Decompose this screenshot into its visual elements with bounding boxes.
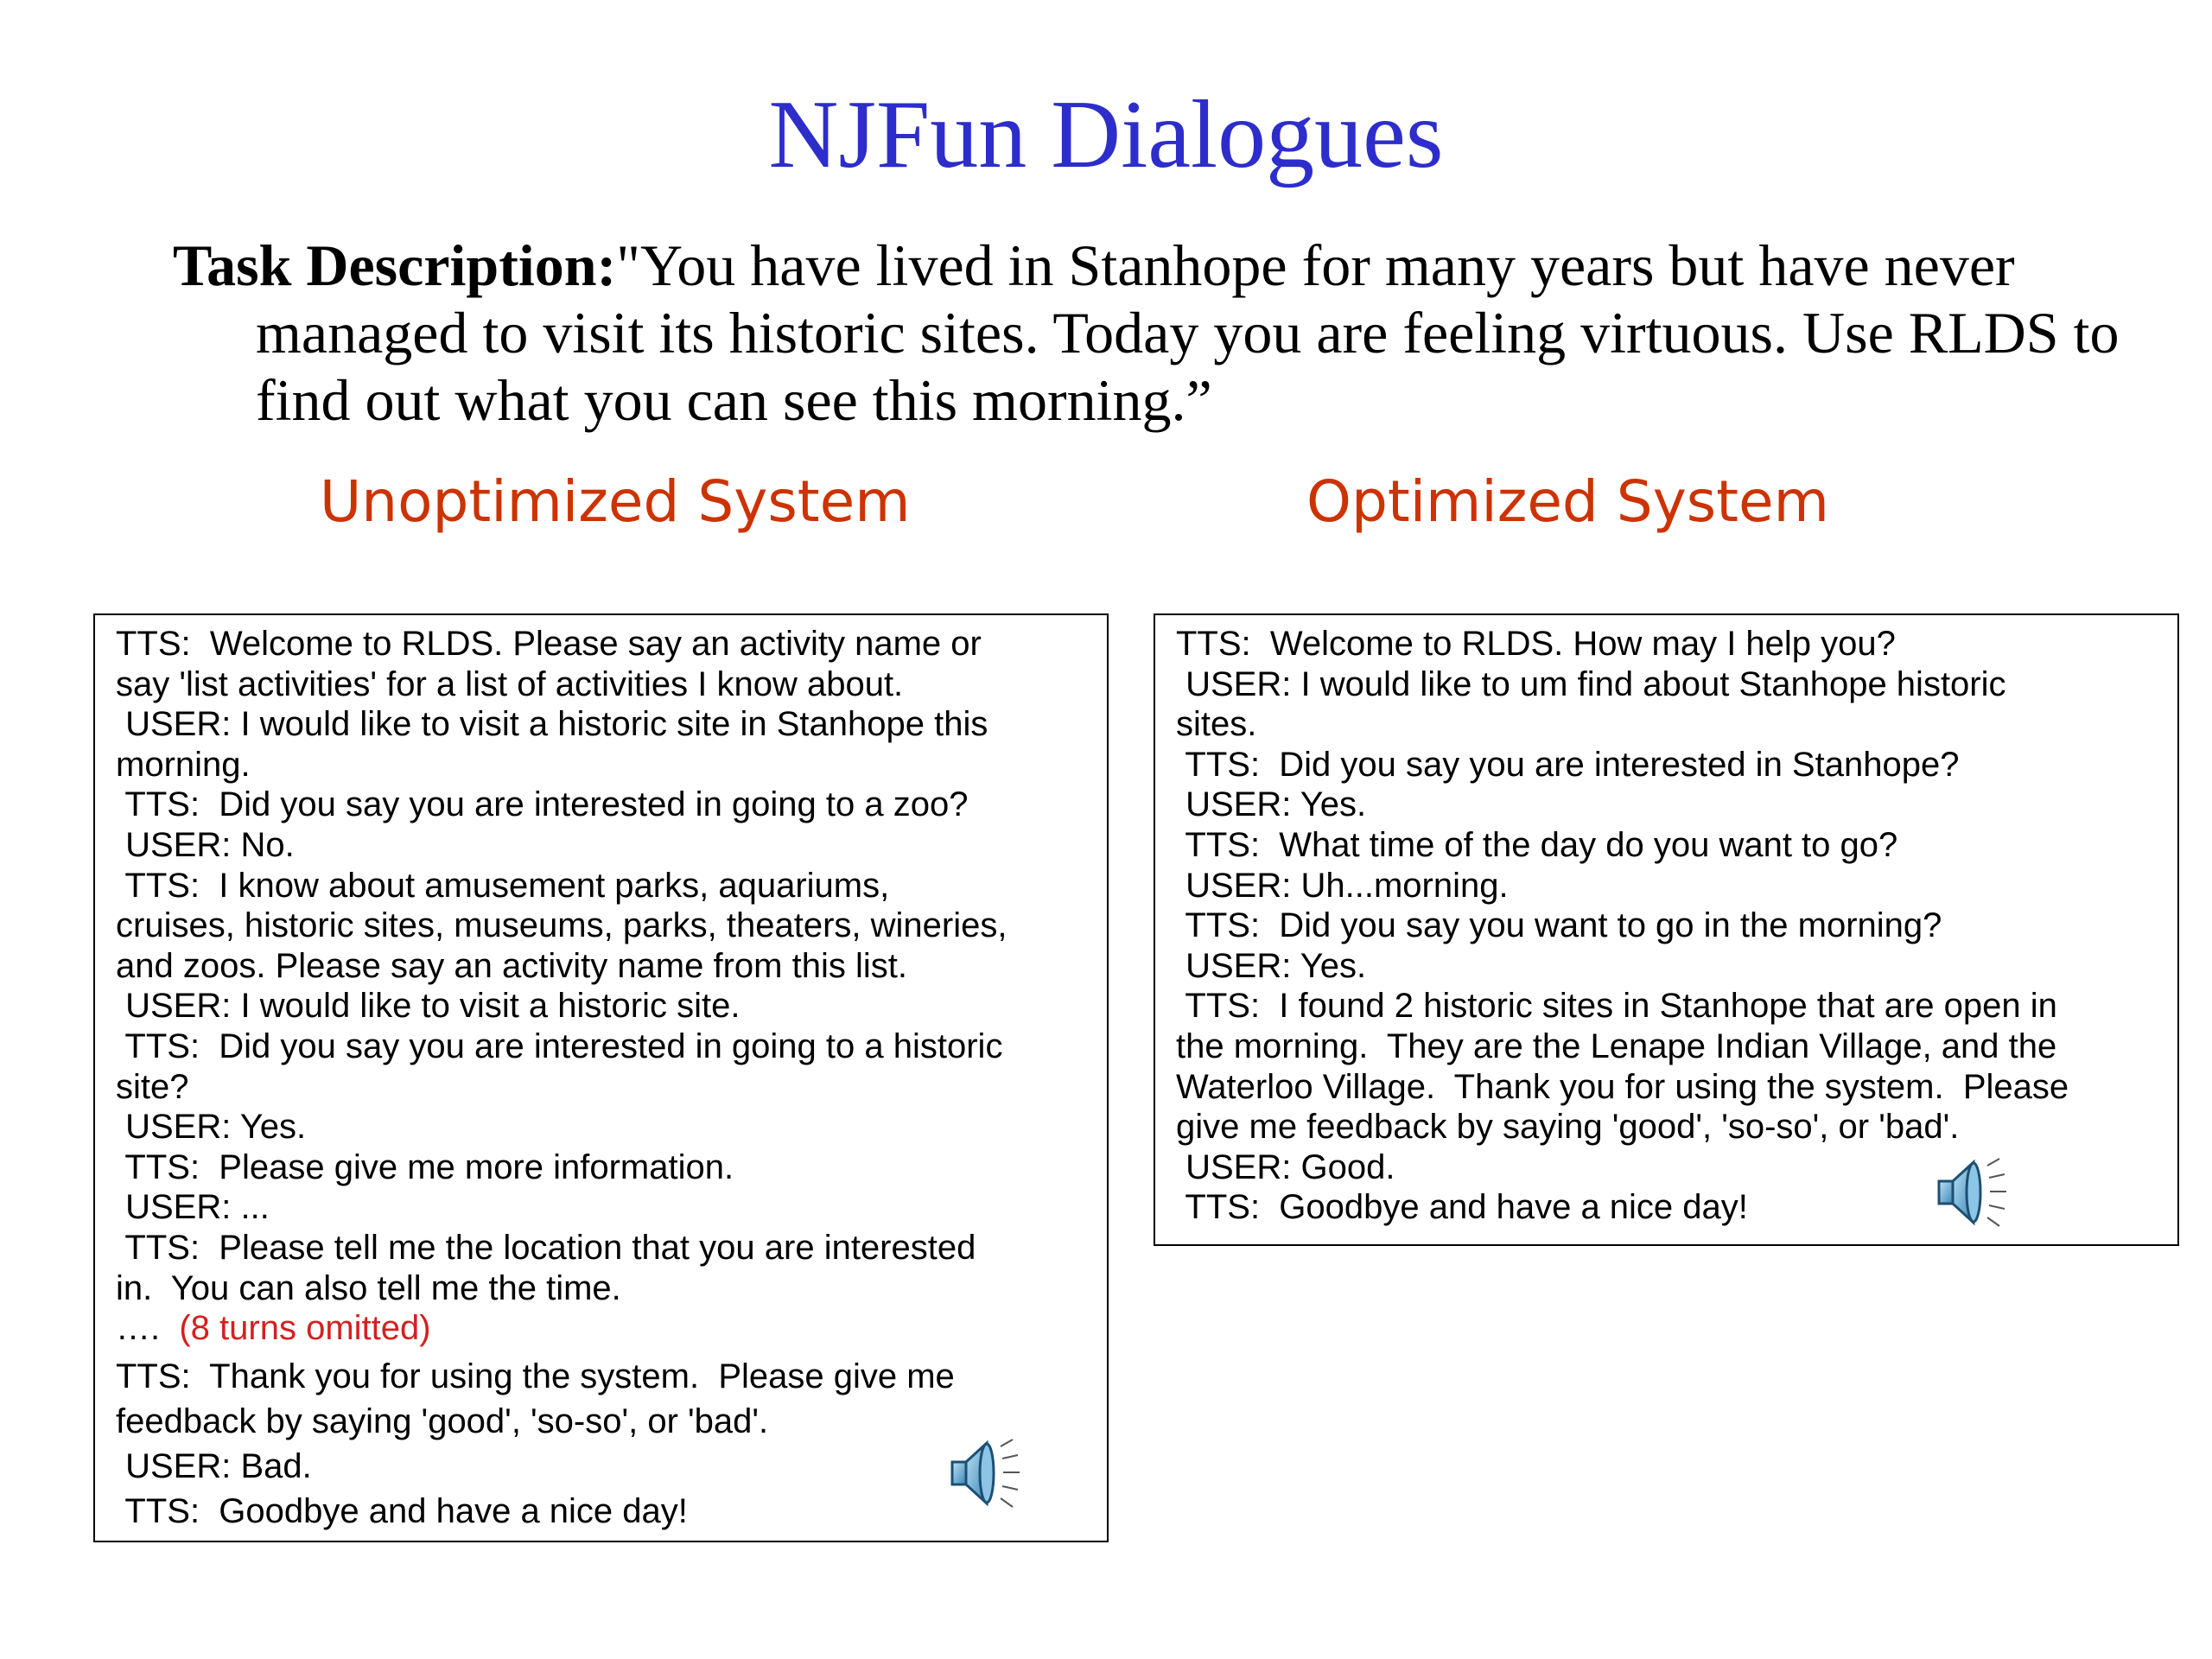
speaker-icon-graphic	[949, 1434, 1023, 1512]
dialogue-line: TTS: Did you say you want to go in the morning?	[1176, 906, 1942, 945]
dialogue-line: the morning. They are the Lenape Indian Village, and the	[1176, 1027, 2057, 1065]
dialogue-line: USER: Bad.	[116, 1446, 312, 1485]
dialogue-line: TTS: What time of the day do you want to go?	[1176, 825, 1898, 864]
slide-title: NJFun Dialogues	[768, 81, 1444, 188]
dialogue-line: USER: I would like to um find about Stanhope historic	[1176, 664, 2006, 703]
dialogue-line: morning.	[116, 745, 251, 784]
dialogue-line: give me feedback by saying 'good', 'so-so', or 'bad'.	[1176, 1108, 1960, 1147]
dialogue-line: TTS: Welcome to RLDS. Please say an activity name or	[116, 625, 982, 663]
dialogue-line: USER: I would like to visit a historic site in Stanhope this	[116, 705, 988, 744]
task-text: "You have lived in Stanhope for many years but have never managed to visit its historic sites. Today you are feeling virtuous. Use RLDS to find out what you can see this morning.”	[256, 232, 2120, 433]
dialogue-line: and zoos. Please say an activity name from this list.	[116, 946, 907, 985]
unoptimized-heading: Unoptimized System	[320, 468, 911, 535]
dialogue-line: TTS: Welcome to RLDS. How may I help you?	[1176, 625, 1896, 663]
dialogue-line: feedback by saying 'good', 'so-so', or 'bad'.	[116, 1402, 769, 1440]
dialogue-line: TTS: I know about amusement parks, aquariums,	[116, 866, 890, 905]
speaker-icon[interactable]	[1936, 1154, 2010, 1231]
dialogue-line: TTS: Did you say you are interested in going to a zoo?	[116, 785, 969, 824]
dialogue-line: TTS: Please give me more information.	[116, 1147, 734, 1186]
dialogue-line: USER: Uh...morning.	[1176, 866, 1509, 905]
omitted-dots: ….	[116, 1309, 161, 1348]
dialogue-line: TTS: Did you say you are interested in Stanhope?	[1176, 745, 1960, 784]
optimized-heading: Optimized System	[1306, 468, 1829, 535]
dialogue-line: Waterloo Village. Thank you for using the system. Please	[1176, 1067, 2069, 1106]
speaker-icon-graphic	[1936, 1154, 2010, 1231]
dialogue-line: USER: No.	[116, 825, 295, 864]
unoptimized-dialogue-box	[93, 613, 1109, 1542]
optimized-dialogue-box	[1154, 613, 2179, 1246]
dialogue-line: USER: ...	[116, 1188, 270, 1227]
dialogue-line: USER: Yes.	[1176, 946, 1367, 985]
task-label: Task Description:	[173, 232, 617, 298]
dialogue-line: TTS: I found 2 historic sites in Stanhope that are open in	[1176, 987, 2057, 1026]
dialogue-line: USER: I would like to visit a historic site.	[116, 987, 741, 1026]
dialogue-line: TTS: Did you say you are interested in going to a historic	[116, 1027, 1003, 1065]
dialogue-line: say 'list activities' for a list of activities I know about.	[116, 664, 904, 703]
dialogue-line: USER: Good.	[1176, 1147, 1395, 1186]
dialogue-line: in. You can also tell me the time.	[116, 1268, 621, 1307]
dialogue-line: USER: Yes.	[116, 1108, 307, 1147]
speaker-icon[interactable]	[949, 1434, 1023, 1512]
dialogue-line: TTS: Goodbye and have a nice day!	[1176, 1188, 1748, 1227]
omitted-note: (8 turns omitted)	[179, 1309, 431, 1348]
omitted-line	[116, 1308, 1090, 1349]
dialogue-line: cruises, historic sites, museums, parks, theaters, wineries,	[116, 906, 1007, 945]
dialogue-line: site?	[116, 1067, 189, 1106]
task-description	[173, 232, 2183, 434]
dialogue-line: TTS: Please tell me the location that you are interested	[116, 1228, 976, 1267]
dialogue-line: TTS: Goodbye and have a nice day!	[116, 1491, 688, 1530]
dialogue-line: sites.	[1176, 705, 1257, 744]
dialogue-line: TTS: Thank you for using the system. Please give me	[116, 1357, 955, 1395]
dialogue-line: USER: Yes.	[1176, 785, 1367, 824]
